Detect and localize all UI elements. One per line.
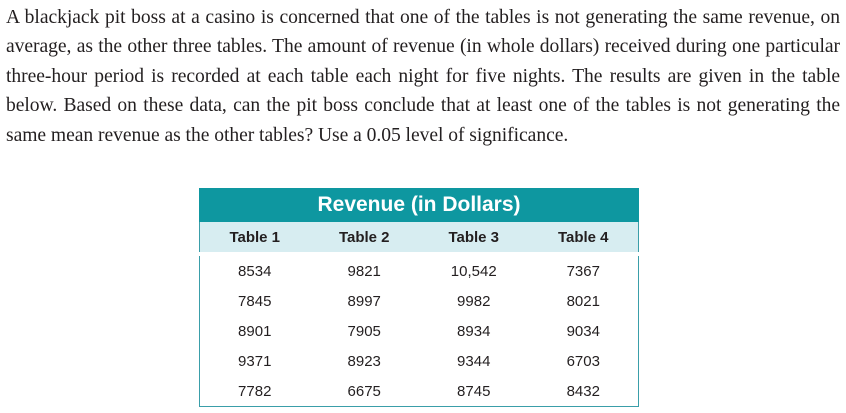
table-cell: 8745 — [457, 382, 491, 400]
table-cell: 8934 — [457, 322, 491, 340]
table-cell: 6675 — [347, 382, 381, 400]
table-cell: 8997 — [347, 292, 381, 310]
table-cell: 7367 — [566, 262, 600, 280]
revenue-table — [199, 188, 639, 407]
table-cell: 6703 — [566, 352, 600, 370]
table-cell: 7845 — [238, 292, 272, 310]
table-cell: 8923 — [347, 352, 381, 370]
table-cell: 9821 — [347, 262, 381, 280]
table-cell: 9371 — [238, 352, 272, 370]
header-row — [200, 222, 639, 254]
table-cell: 9982 — [457, 292, 491, 310]
table-cell: 9034 — [566, 322, 600, 340]
table-cell: 10,542 — [450, 262, 497, 280]
table-row — [200, 286, 639, 316]
table-row — [200, 376, 639, 407]
table-cell: 7782 — [238, 382, 272, 400]
column-header-table-1: Table 1 — [200, 222, 310, 254]
column-header-table-4: Table 4 — [529, 222, 639, 254]
table-cell: 8432 — [566, 382, 600, 400]
table-cell: 8901 — [238, 322, 272, 340]
table-row — [200, 346, 639, 376]
table-cell: 9344 — [457, 352, 491, 370]
table-cell: 7905 — [347, 322, 381, 340]
table-row — [200, 254, 639, 286]
column-header-table-2: Table 2 — [309, 222, 418, 254]
table-cell: 8534 — [238, 262, 272, 280]
table-title: Revenue (in Dollars) — [199, 188, 639, 222]
column-header-table-3: Table 3 — [419, 222, 529, 254]
problem-statement: A blackjack pit boss at a casino is concerned that one of the tables is not generating the same revenue, on average, as the other three tables. The amount of revenue (in whole dollars) received during one particular three-hour period is recorded at each table each night for five nights. The results are given in the table below. Based on these data, can the pit boss conclude that at least one of the tables is not generating the same mean revenue as the other tables? Use a 0.05 level of significance. — [6, 7, 840, 146]
table-cell: 8021 — [566, 292, 600, 310]
table-row — [200, 316, 639, 346]
